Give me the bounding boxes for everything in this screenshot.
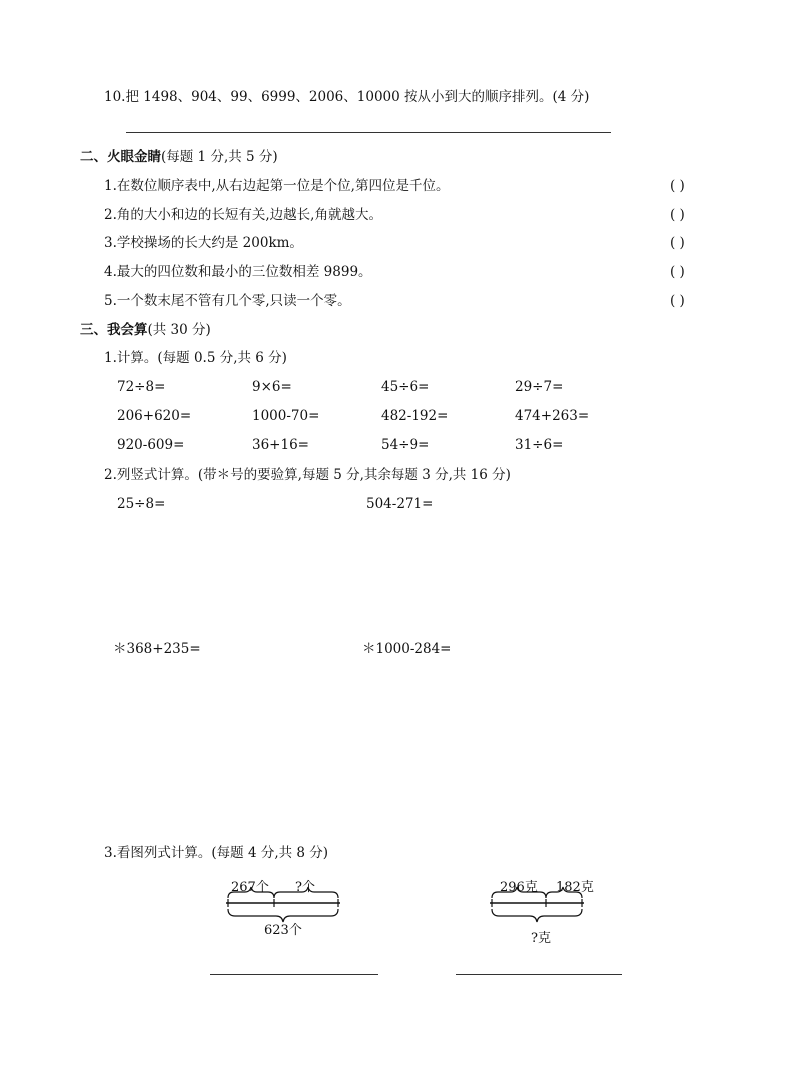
section-3-heading	[80, 321, 211, 339]
tf-item-1: 1.在数位顺序表中,从右边起第一位是个位,第四位是千位。	[104, 178, 450, 194]
calc-item[interactable]: 1000-70=	[252, 408, 320, 424]
tf-item-3: 3.学校操场的长大约是 200km。	[104, 235, 303, 251]
section-3-title: 三、我会算	[80, 322, 148, 338]
tf-answer-4[interactable]: ( )	[670, 264, 685, 280]
tf-item-5: 5.一个数末尾不管有几个零,只读一个零。	[104, 293, 351, 309]
part-1-title: 1.计算。(每题 0.5 分,共 6 分)	[104, 350, 287, 366]
answer-line-diagram-1[interactable]	[210, 974, 378, 975]
section-2-title: 二、火眼金睛	[80, 149, 161, 165]
vertical-calc-item[interactable]: ＊368+235=	[113, 641, 201, 657]
calc-item[interactable]: 54÷9=	[381, 437, 430, 453]
calc-item[interactable]: 920-609=	[117, 437, 185, 453]
tf-item-2: 2.角的大小和边的长短有关,边越长,角就越大。	[104, 207, 382, 223]
calc-item[interactable]: 31÷6=	[515, 437, 564, 453]
bottom-brace	[492, 909, 582, 922]
section-2-note: (每题 1 分,共 5 分)	[161, 149, 278, 165]
calc-item[interactable]: 72÷8=	[117, 379, 166, 395]
vertical-calc-item[interactable]: 25÷8=	[117, 496, 166, 512]
calc-item[interactable]: 206+620=	[117, 408, 192, 424]
diagram-1-top-left-label: 267个	[231, 880, 269, 895]
question-10: 10.把 1498、904、99、6999、2006、10000 按从小到大的顺序排列。(4 分)	[104, 89, 590, 105]
section-2-heading	[80, 148, 278, 166]
vertical-calc-item[interactable]: ＊1000-284=	[362, 641, 452, 657]
vertical-calc-item[interactable]: 504-271=	[366, 496, 434, 512]
answer-line-diagram-2[interactable]	[456, 974, 622, 975]
bottom-brace	[228, 909, 338, 922]
tf-answer-3[interactable]: ( )	[670, 235, 685, 251]
tf-answer-1[interactable]: ( )	[670, 178, 685, 194]
answer-line-q10[interactable]	[126, 132, 611, 133]
tf-answer-2[interactable]: ( )	[670, 207, 685, 223]
diagram-2-top-right-label: 182克	[556, 880, 594, 895]
part-3-title: 3.看图列式计算。(每题 4 分,共 8 分)	[104, 845, 329, 861]
calc-item[interactable]: 29÷7=	[515, 379, 564, 395]
diagram-2-top-left-label: 296克	[500, 880, 538, 895]
calc-item[interactable]: 36+16=	[252, 437, 309, 453]
section-3-note: (共 30 分)	[147, 322, 211, 338]
tf-item-4: 4.最大的四位数和最小的三位数相差 9899。	[104, 264, 372, 280]
tf-answer-5[interactable]: ( )	[670, 293, 685, 309]
calc-item[interactable]: 474+263=	[515, 408, 590, 424]
diagram-1-bottom-label: 623个	[264, 923, 302, 938]
calc-item[interactable]: 482-192=	[381, 408, 449, 424]
calc-item[interactable]: 45÷6=	[381, 379, 430, 395]
diagram-2-bottom-label: ?克	[531, 931, 551, 946]
calc-item[interactable]: 9×6=	[252, 379, 292, 395]
part-2-title: 2.列竖式计算。(带＊号的要验算,每题 5 分,其余每题 3 分,共 16 分)	[104, 467, 511, 483]
diagram-1-top-right-label: ?个	[295, 880, 315, 895]
